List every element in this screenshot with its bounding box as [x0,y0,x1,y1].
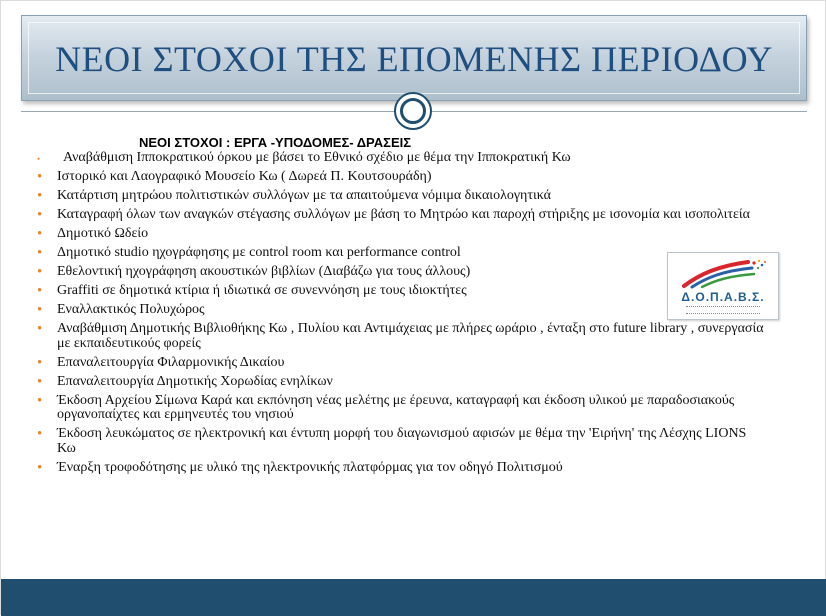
list-item [35,170,765,185]
list-item [35,284,765,299]
footer-band [1,579,826,616]
bullet-icon: • [37,245,43,261]
list-item-text: Έκδοση λευκώματος σε ηλεκτρονική και έντυπη μορφή του διαγωνισμού αφισών με θέμα την 'Ειρήνη' της Λέσχης LIONS Κω [57,426,747,456]
list-item-text: Αναβάθμιση Δημοτικής Βιβλιοθήκης Κω , Πυλίου και Αντιμάχειας με πλήρες ωράριο , ένταξη στο future library , συνεργασία με εκπαιδευτικούς φορείς [57,321,764,351]
list-item-text: Έναρξη τροφοδότησης με υλικό της ηλεκτρονικής πλατφόρμας για τον οδηγό Πολιτισμού [57,459,563,475]
goals-list [35,151,765,475]
bullet-icon: • [37,426,43,442]
list-item [35,427,765,456]
list-item-text: Καταγραφή όλων των αναγκών στέγασης συλλόγων με βάση το Μητρώο και παροχή στήριξης με ισονομία και ισοπολιτεία [57,207,751,222]
list-item-text: Επαναλειτουργία Φιλαρμονικής Δικαίου [57,354,285,370]
list-item [35,394,765,423]
list-item [35,303,765,318]
bullet-icon: • [37,373,43,390]
list-item [35,322,765,351]
list-item-text: Έκδοση Αρχείου Σίμωνα Καρά και εκπόνηση νέας μελέτης με έρευνα, καταγραφή και έκδοση υλικού με παραδοσιακούς οργανοπαίχτες και ερμηνευτές του νησιού [57,392,735,422]
list-item [35,189,765,204]
bullet-icon: • [37,188,43,204]
list-item-text: Εναλλακτικός Πολυχώρος [57,302,205,317]
bullet-icon: • [37,321,43,337]
list-item-text: Επαναλειτουργία Δημοτικής Χορωδίας ενηλίκων [57,373,333,389]
list-item-text: Εθελοντική ηχογράφηση ακουστικών βιβλίων (Διαβάζω για τους άλλους) [57,264,471,279]
list-item [35,151,765,166]
bullet-icon: • [37,459,43,476]
list-item [35,208,765,223]
bullet-icon: • [37,264,43,280]
bullet-icon: • [37,354,43,371]
list-item [35,375,765,390]
title-band [21,15,807,101]
list-item [35,461,765,476]
list-item-text: Ιστορικό και Λαογραφικό Μουσείο Κω ( Δωρεά Π. Κουτσουράδη) [57,169,432,184]
list-item-text: Δημοτικό Ωδείο [57,226,149,241]
circle-ornament-inner [400,98,426,124]
logo-name: Δ.Ο.Π.Α.Β.Σ. [681,290,765,304]
list-item [35,227,765,242]
content-area [35,135,765,480]
list-item [35,265,765,280]
list-item-text: Κατάρτιση μητρώου πολιτιστικών συλλόγων με τα απαιτούμενα νόμιμα δικαιολογητικά [57,188,552,203]
section-heading: ΝΕΟΙ ΣΤΟΧΟΙ : ΕΡΓΑ -ΥΠΟΔΟΜΕΣ- ΔΡΑΣΕΙΣ [139,135,412,150]
list-item-text: Αναβάθμιση Ιπποκρατικού όρκου με βάσει το Εθνικό σχέδιο με θέμα την Ιπποκρατική Κω [63,150,571,165]
bullet-icon: • [37,302,43,318]
bullet-icon: • [37,226,43,242]
bullet-icon: • [37,207,43,223]
list-item [35,246,765,261]
bullet-icon: • [37,169,43,185]
list-item-text: Δημοτικό studio ηχογράφησης με control room και performance control [57,245,461,260]
circle-ornament-icon [394,92,432,130]
list-item [35,356,765,371]
bullet-icon: • [37,154,41,164]
dopavs-emblem-icon [678,258,770,290]
list-item-text: Graffiti σε δημοτικά κτίρια ή ιδιωτικά σε συνεννόηση με τους ιδιοκτήτες [57,283,467,298]
slide-title: ΝΕΟΙ ΣΤΟΧΟΙ ΤΗΣ ΕΠΟΜΕΝΗΣ ΠΕΡΙΟΔΟΥ [55,39,773,79]
bullet-icon: • [37,283,43,299]
logo-fineprint [686,306,760,314]
dopavs-logo [667,252,779,320]
bullet-icon: • [37,392,43,409]
